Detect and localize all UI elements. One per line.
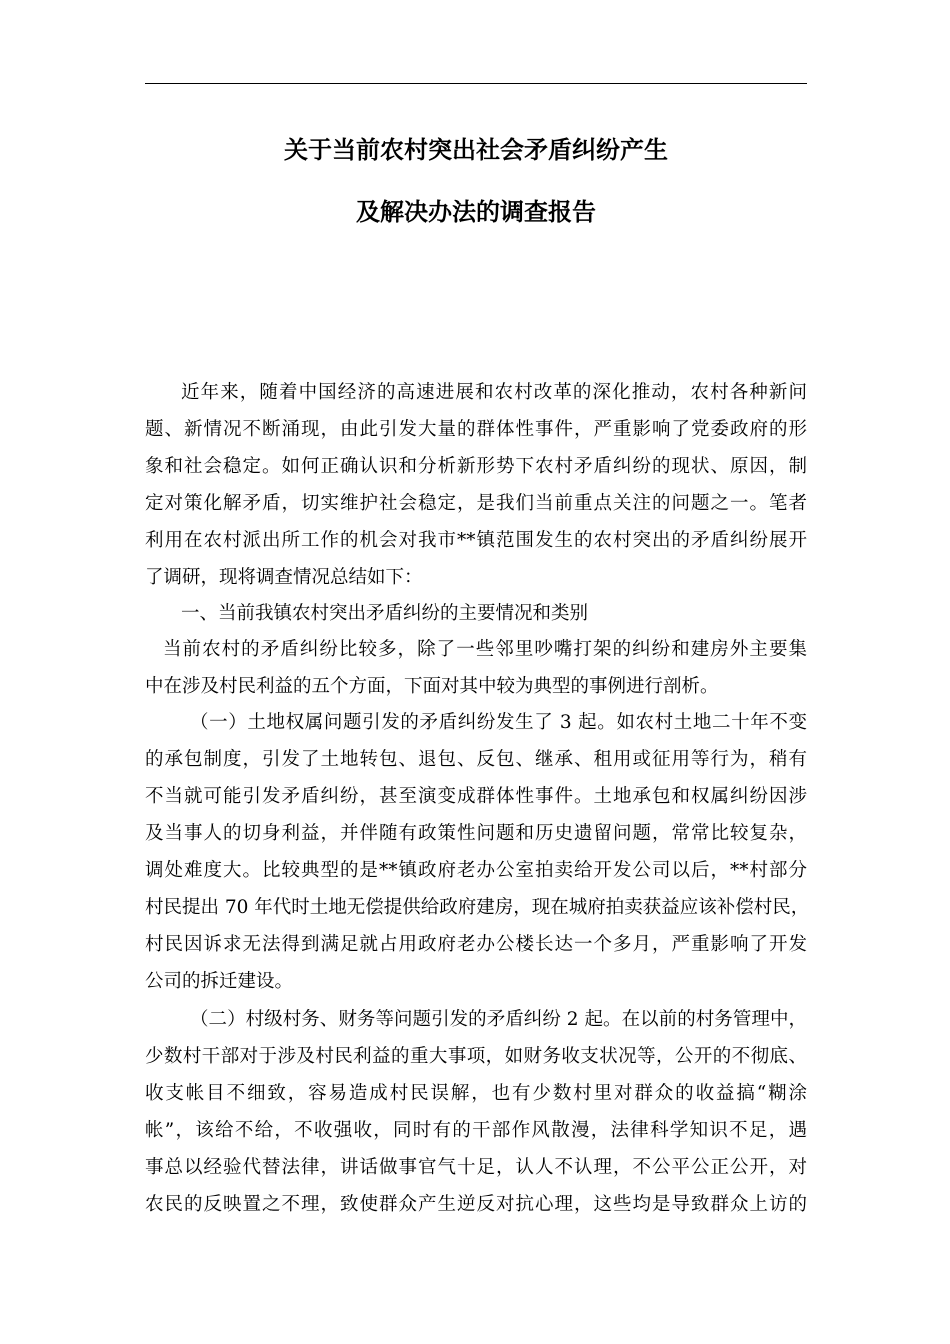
paragraph-1-line-6: 了调研，现将调查情况总结如下：	[145, 567, 423, 588]
paragraph-1-line-5: 利用在农村派出所工作的机会对我市**镇范围发生的农村突出的矛盾纠纷展开	[145, 530, 807, 551]
paragraph-4-line-3: 收支帐目不细致，容易造成村民误解，也有少数村里对群众的收益搞“糊涂	[145, 1083, 807, 1104]
paragraph-1-line-3: 象和社会稳定。如何正确认识和分析新形势下农村矛盾纠纷的现状、原因，制	[145, 456, 807, 477]
document-title-line-2: 及解决办法的调查报告	[356, 197, 596, 226]
paragraph-2-line-1: 当前农村的矛盾纠纷比较多，除了一些邻里吵嘴打架的纠纷和建房外主要集	[163, 639, 807, 660]
paragraph-1-line-1: 近年来，随着中国经济的高速进展和农村改革的深化推动，农村各种新问	[181, 382, 807, 403]
paragraph-4-line-2: 少数村干部对于涉及村民利益的重大事项，如财务收支状况等，公开的不彻底、	[145, 1046, 807, 1067]
header-rule	[145, 83, 807, 84]
paragraph-3-line-2: 的承包制度，引发了土地转包、退包、反包、继承、租用或征用等行为，稍有	[145, 749, 807, 770]
paragraph-4-line-5: 事总以经验代替法律，讲话做事官气十足，认人不认理，不公平公正公开，对	[145, 1157, 807, 1178]
section-heading-1: 一、当前我镇农村突出矛盾纠纷的主要情况和类别	[181, 603, 589, 624]
paragraph-1-line-4: 定对策化解矛盾，切实维护社会稳定，是我们当前重点关注的问题之一。笔者	[145, 493, 807, 514]
paragraph-3-line-8: 公司的拆迁建设。	[145, 971, 294, 992]
paragraph-3-line-1: （一）土地权属问题引发的矛盾纠纷发生了 3 起。如农村土地二十年不变	[190, 712, 807, 733]
paragraph-2-line-2: 中在涉及村民利益的五个方面，下面对其中较为典型的事例进行剖析。	[145, 676, 719, 697]
paragraph-4-line-4: 帐”，该给不给，不收强收，同时有的干部作风散漫，法律科学知识不足，遇	[145, 1120, 807, 1141]
paragraph-3-line-6: 村民提出 70 年代时土地无偿提供给政府建房，现在城府拍卖获益应该补偿村民，	[145, 897, 810, 918]
paragraph-3-line-4: 及当事人的切身利益，并伴随有政策性问题和历史遗留问题，常常比较复杂，	[145, 823, 807, 844]
paragraph-3-line-3: 不当就可能引发矛盾纠纷，甚至演变成群体性事件。土地承包和权属纠纷因涉	[145, 786, 807, 807]
document-title-line-1: 关于当前农村突出社会矛盾纠纷产生	[284, 135, 668, 164]
paragraph-1-line-2: 题、新情况不断涌现，由此引发大量的群体性事件，严重影响了党委政府的形	[145, 419, 807, 440]
paragraph-3-line-5: 调处难度大。比较典型的是**镇政府老办公室拍卖给开发公司以后，**村部分	[145, 860, 807, 881]
paragraph-4-line-1: （二）村级村务、财务等问题引发的矛盾纠纷 2 起。在以前的村务管理中，	[190, 1009, 807, 1030]
paragraph-4-line-6: 农民的反映置之不理，致使群众产生逆反对抗心理，这些均是导致群众上访的	[145, 1194, 807, 1215]
paragraph-3-line-7: 村民因诉求无法得到满足就占用政府老办公楼长达一个多月，严重影响了开发	[145, 934, 807, 955]
